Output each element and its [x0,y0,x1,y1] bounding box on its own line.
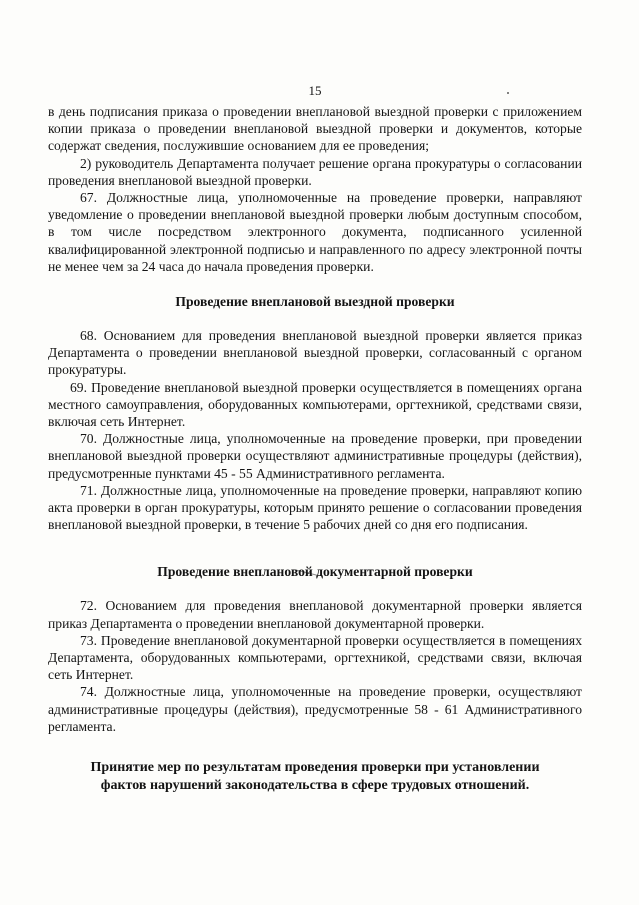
paragraph-continuation: в день подписания приказа о проведении внеплановой выездной проверки с приложением копии приказа о проведении внеплановой выездной проверки и документов, которые содержат сведения, послужившие основанием для ее проведения; [48,104,582,154]
paragraph-70: 70. Должностные лица, уполномоченные на проведение проверки, при проведении внеплановой выездной проверки осуществляют административные процедуры (действия), предусмотренные пунктами 45 - 55 Административного регламента. [48,431,582,481]
paragraph-74: 74. Должностные лица, уполномоченные на проведение проверки, осуществляют административные процедуры (действия), предусмотренные 58 - 61 Административного регламента. [48,684,582,734]
section-heading-measures: Принятие мер по результатам проведения проверки при установлении фактов нарушений законодательства в сфере трудовых отношений. [90,760,540,794]
section-heading-documentary-inspection: Проведение внеплановой документарной проверки [157,564,473,580]
paragraph-item-2: 2) руководитель Департамента получает решение органа прокуратуры о согласовании проведения внеплановой выездной проверки. [48,155,582,188]
paragraph-68: 68. Основанием для проведения внеплановой выездной проверки является приказ Департамента о проведении внеплановой выездной проверки, согласованный с органом прокуратуры. [48,328,582,378]
paragraph-73: 73. Проведение внеплановой документарной проверки осуществляется в помещениях Департамента, оборудованных компьютерами, оргтехникой, средствами связи, включая сеть Интернет. [48,632,582,683]
paragraph-71: 71. Должностные лица, уполномоченные на проведение проверки, направляют копию акта проверки в орган прокуратуры, которым принято решение о согласовании проведения внеплановой выездной проверки, в течение 5 рабочих дней со дня его подписания. [48,482,582,533]
paragraph-69: 69. Проведение внеплановой выездной проверки осуществляется в помещениях органа местного самоуправления, оборудованных компьютерами, оргтехникой, средствами связи, включая сеть Интернет. [48,379,582,430]
section-heading-field-inspection: Проведение внеплановой выездной проверки [175,294,455,310]
paragraph-72: 72. Основанием для проведения внеплановой документарной проверки является приказ Департамента о проведении внеплановой документарной проверки. [48,598,582,631]
paragraph-67: 67. Должностные лица, уполномоченные на проведение проверки, направляют уведомление о проведении внеплановой выездной проверки любым доступным способом, в том числе посредством электронного документа, подписанного усиленной квалифицированной электронной подписью и направленного по адресу электронной почты не менее чем за 24 часа до начала проведения проверки. [48,190,582,274]
page-number: 15 [308,83,322,98]
page-content [48,82,582,795]
